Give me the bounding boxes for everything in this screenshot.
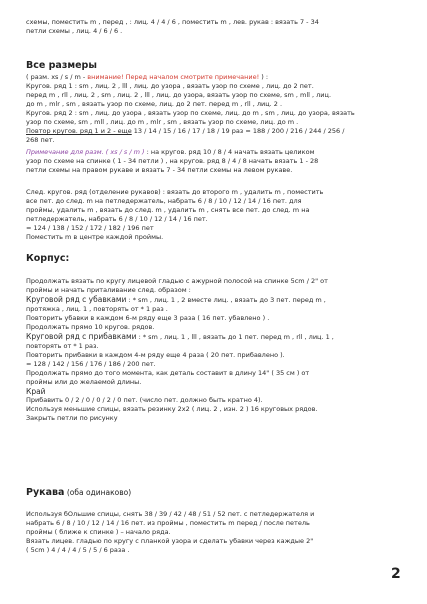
- note-paragraph: [26, 148, 408, 175]
- text-line: Повторить прибавки в каждом 4-м ряду еще 4 раза ( 20 пет. прибавлено ).: [26, 351, 285, 359]
- repeat-link: Повтор кругов. ряд 1 и 2 - еще: [26, 127, 132, 135]
- text-line: петли схемы , лиц. 4 / 6 / 6 .: [26, 27, 123, 35]
- text-line: = 124 / 138 / 152 / 172 / 182 / 196 пет: [26, 224, 154, 232]
- text-line: Прибавить 0 / 2 / 0 / 0 / 2 / 0 пет. (число пет. должно быть кратно 4).: [26, 396, 263, 404]
- text-line: Продолжать прямо до того момента, как деталь составит в длину 14" ( 35 см ) от: [26, 369, 310, 377]
- warning-text: внимание! Перед началом смотрите примечание!: [87, 73, 260, 81]
- text-line: проймы ( ближе к спинке ) – начало ряда.: [26, 528, 171, 536]
- text-fragment: ) :: [259, 73, 269, 81]
- body-heading: Корпус:: [26, 253, 70, 264]
- text-line: Используя бОльшие спицы, снять 38 / 39 / 42 / 48 / 51 / 52 пет. с петледержателя и: [26, 510, 315, 518]
- sleeves-heading-note: (оба одинаково): [64, 488, 132, 497]
- decrease-label: Круговой ряд с убавками: [26, 295, 127, 304]
- text-line: перед m , rll , лиц. 2 , sm , лиц. 2 , lll , лиц. до узора, вязать узор по схеме, sm , mll , лиц.: [26, 91, 332, 99]
- sleeves-paragraph: [26, 510, 408, 555]
- edge-label: Край: [26, 387, 46, 396]
- text-fragment: ( разм. xs / s / m -: [26, 73, 88, 81]
- sleeves-separation-paragraph: [26, 188, 408, 242]
- text-line: повторять от * 1 раз.: [26, 342, 99, 350]
- text-line: Вязать лицев. гладью по кругу с планкой узора и сделать убавки через каждые 2": [26, 537, 314, 545]
- text-line: Продолжать вязать по кругу лицевой гладью с ажурной полосой на спинке 5cm / 2" от: [26, 277, 328, 285]
- text-line: до m , mlr , sm , вязать узор по схеме, лиц. до 2 пет. перед m , rll , лиц. 2 .: [26, 100, 283, 108]
- text-line: Поместить m в центре каждой проймы.: [26, 233, 164, 241]
- text-line: След. кругов. ряд (отделение рукавов) : вязать до второго m , удалить m , поместить: [26, 188, 324, 196]
- text-line: Кругов. ряд 2 : sm , лиц. до узора , вязать узор по схеме, лиц. до m , sm , лиц. до узора, вязать: [26, 109, 355, 117]
- body-paragraph: [26, 277, 408, 423]
- increase-line: [26, 332, 408, 342]
- sizes-heading: Все размеры: [26, 60, 97, 71]
- sleeves-heading: [26, 487, 131, 498]
- text-line: проймы или до желаемой длины.: [26, 378, 142, 386]
- text-fragment: : * sm , лиц. 1 , 2 вместе лиц. , вязать до 3 пет. перед m ,: [126, 296, 326, 304]
- text-line: Закрыть петли по рисунку: [26, 414, 118, 422]
- text-line: все пет. до след. m на петледержатель, набрать 6 / 8 / 10 / 12 / 14 / 16 пет. для: [26, 197, 302, 205]
- sleeves-title: Рукава: [26, 487, 65, 498]
- text-line: петледержатель, набрать 6 / 8 / 10 / 12 / 14 / 16 пет.: [26, 215, 208, 223]
- text-line: проймы, удалить m , вязать до след. m , удалить m , снять все пет. до след. m на: [26, 206, 310, 214]
- text-line: петли схемы на правом рукаве и вязать 7 - 34 петли схемы на левом рукаве.: [26, 166, 293, 174]
- text-line: набрать 6 / 8 / 10 / 12 / 14 / 16 пет. из проймы , поместить m перед / после петель: [26, 519, 310, 527]
- sizes-subtitle: [26, 73, 408, 82]
- text-line: Повторить убавки в каждом 6-м ряду еще 3 раза ( 16 пет. убавлено ) .: [26, 314, 270, 322]
- note-label: Примечание для разм. ( xs / s / m ): [26, 148, 145, 156]
- intro-paragraph: [26, 18, 408, 36]
- text-line: протяжка , лиц. 1 , повторять от * 1 раз .: [26, 305, 168, 313]
- text-fragment: : * sm , лиц. 1 , lll , вязать до 1 пет. перед m , rll , лиц. 1 ,: [136, 333, 334, 341]
- text-line: узор по схеме на спинке ( 1 - 34 петли ) , на кругов. ряд 8 / 4 / 8 начать вязать 1 - 28: [26, 157, 319, 165]
- text-line: проймы и начать приталивание след. образом :: [26, 286, 191, 294]
- page-number: 2: [391, 566, 401, 582]
- increase-label: Круговой ряд с прибавками: [26, 332, 137, 341]
- text-line: схемы, поместить m , перед , : лиц. 4 / 4 / 6 , поместить m , лев. рукав : вязать 7 - 34: [26, 18, 319, 26]
- text-fragment: 13 / 14 / 15 / 16 / 17 / 18 / 19 раз = 188 / 200 / 216 / 244 / 256 /: [131, 127, 345, 135]
- text-line: 268 пет.: [26, 136, 55, 144]
- repeat-line: [26, 127, 408, 136]
- text-line: Используя меньшие спицы, вязать резинку 2x2 ( лиц. 2 , изн. 2 ) 16 круговых рядов.: [26, 405, 318, 413]
- text-line: Продолжать прямо 10 кругов. рядов.: [26, 323, 155, 331]
- note-line: [26, 148, 408, 157]
- decrease-line: [26, 295, 408, 305]
- text-line: узор по схеме, sm , mll , лиц. до m , mlr , sm , вязать узор по схеме, лиц. до m .: [26, 118, 299, 126]
- sizes-paragraph: [26, 73, 408, 145]
- text-line: ( 5cm ) 4 / 4 / 4 / 5 / 5 / 6 раза .: [26, 546, 130, 554]
- text-line: Кругов. ряд 1 : sm , лиц. 2 , lll , лиц. до узора , вязать узор по схеме , лиц. до 2 пет.: [26, 82, 314, 90]
- text-line: = 128 / 142 / 156 / 176 / 186 / 200 пет.: [26, 360, 156, 368]
- text-fragment: : на кругов. ряд 10 / 8 / 4 начать вязать целиком: [144, 148, 315, 156]
